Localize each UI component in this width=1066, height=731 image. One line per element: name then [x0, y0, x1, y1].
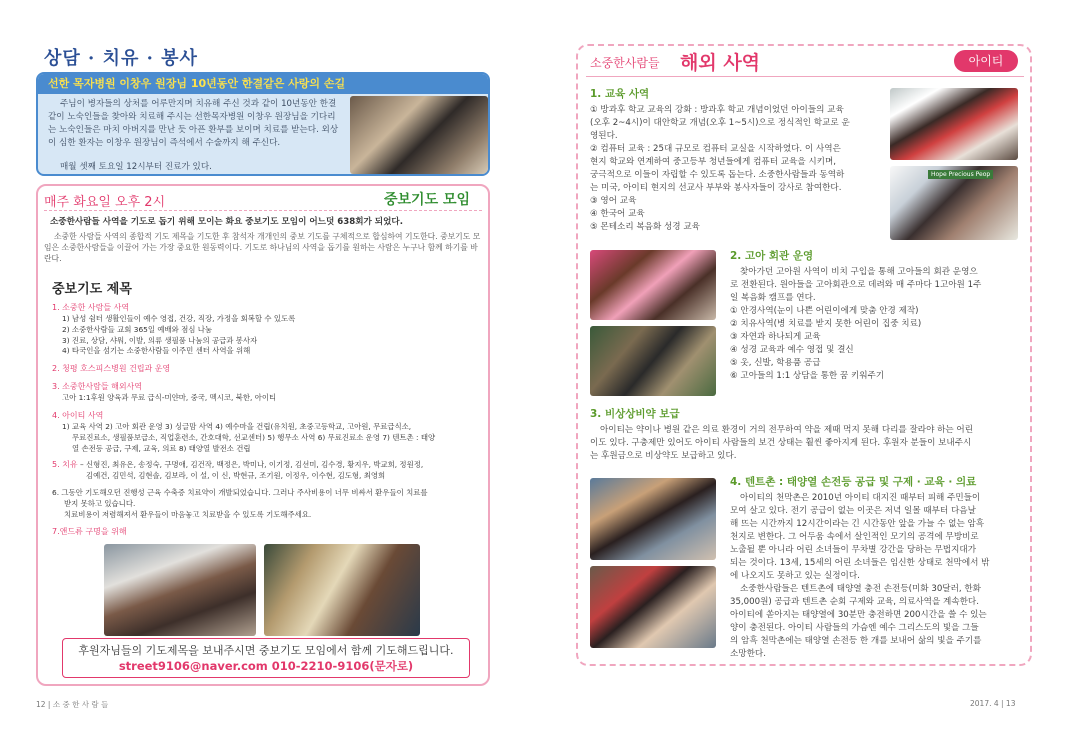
- s4-line: 35,000원) 공급과 텐트촌 순회 구제와 교육, 의료사역을 계속한다.: [730, 597, 979, 607]
- right-section-title: 해외 사역: [680, 52, 761, 74]
- s1-line: 현지 학교와 연계하여 중고등부 청년들에게 컴퓨터 교육을 시키며,: [590, 157, 836, 167]
- right-page-footer: 2017. 4 | 13: [970, 699, 1016, 708]
- s4-text: [730, 492, 1022, 661]
- prayer-item-line: 무료진료소, 생필품보급소, 직업훈련소, 간호대학, 선교센터) 5) 행무소 사역 6) 무료진료소 운영 7) 텐트촌 : 태양: [72, 432, 436, 442]
- haiti-tag: 아이티: [954, 50, 1018, 72]
- prayer-item-line: 1) 교육 사역 2) 고아 회관 운영 3) 싱글맘 사역 4) 예수마을 건립(유치원, 초중고등학교, 고아원, 무료급식소,: [62, 421, 412, 431]
- s4-line: 아이티에 쏟아지는 태양열에 30분만 충전하면 200시간을 쓸 수 있는: [730, 610, 987, 620]
- prayer-list: [52, 302, 482, 538]
- right-section-label: 소중한사람들: [590, 56, 660, 70]
- s4-line: 천지로 변한다. 그 어두움 속에서 살인적인 모기의 공격에 무방비로: [730, 532, 979, 542]
- s4-photo-1: [590, 478, 716, 560]
- s1-line: ① 방과후 학교 교육의 강화 : 방과후 학교 개념이었던 아이들의 교육: [590, 105, 844, 115]
- prayer-item-line: 3) 진료, 상담, 샤워, 이발, 의류 생필품 나눔의 공급과 봉사자: [62, 335, 258, 345]
- s2-line: ⑤ 옷, 신발, 학용품 공급: [730, 358, 821, 368]
- doctor-box-text: 주님이 병자들의 상처를 어루만지며 치유해 주신 것과 같이 10년동안 한결같이 노숙인들을 찾아와 치료해 주시는 선한목자병원 이창우 원장님을 기다리는 노숙인들은 마치 아버지를 만난 듯 아픈 환부를 보이며 치료를 받는다. 외상이 심한 환자는 이창우 원장님이 즉석에서 수술까지 해 주신다.: [48, 99, 339, 148]
- s2-line: ① 안경사역(눈이 나쁜 어린이에게 맞춤 안경 제작): [730, 306, 919, 316]
- s2-line: ⑥ 고아들의 1:1 상담을 통한 꿈 키워주기: [730, 371, 885, 381]
- s3-line: 는 후원금으로 비상약도 보급하고 있다.: [590, 451, 737, 461]
- s2-title: 2. 고아 회관 운영: [730, 250, 814, 262]
- s4-line: 의 암흑 천막촌에는 태양열 손전등 한 개를 보내어 삶의 빛을 주기를: [730, 636, 982, 646]
- s1-text: [590, 104, 880, 234]
- prayer-item5-head: 5. 치유: [52, 460, 78, 470]
- s1-line: ⑤ 몬테소리 복음화 성경 교육: [590, 222, 700, 232]
- s3-title: 3. 비상상비약 보급: [590, 408, 680, 420]
- s2-line: ④ 성경 교육과 예수 영접 및 결신: [730, 345, 854, 355]
- s2-line: 로 전환된다. 원아들을 고아회관으로 데려와 매 주마다 1고아원 1주: [730, 280, 982, 290]
- s2-line: ③ 자연과 하나되게 교육: [730, 332, 821, 342]
- prayer-item-head: 4. 아이티 사역: [52, 410, 104, 420]
- s2-photo-2: [590, 326, 716, 396]
- s1-line: ② 컴퓨터 교육 : 25대 규모로 컴퓨터 교실을 시작하였다. 이 사역은: [590, 144, 841, 154]
- s1-line: 영된다.: [590, 131, 618, 141]
- s4-line: 양이 충전된다. 아이티 사람들의 가슴엔 예수 그리스도의 빛을 그들: [730, 623, 979, 633]
- s4-line: 소중한사람들은 텐트촌에 태양열 충전 손전등(미화 30달러, 한화: [740, 584, 981, 594]
- s1-title: 1. 교육 사역: [590, 88, 650, 100]
- prayer-footer-line1: 후원자님들의 기도제목을 보내주시면 중보기도 모임에서 함께 기도해드립니다.: [78, 644, 454, 657]
- s4-line: 해 뜨는 시간까지 12시간이라는 긴 시간동안 앞을 가늘 수 없는 암흑: [730, 519, 985, 529]
- s2-line: 찾아가던 고아원 사역이 비치 구입을 통해 고아들의 회관 운영으: [740, 267, 978, 277]
- prayer-item-line: 2) 소중한사람들 교회 365일 예배와 점심 나눔: [62, 324, 213, 334]
- s1-line: 는 미국, 아이티 현지의 선교사 부부와 봉사자들이 강사로 참여한다.: [590, 183, 842, 193]
- s4-line: 되는 것이다. 13세, 15세의 어린 소녀들은 임신한 상태로 천막에서 밖: [730, 558, 990, 568]
- s1-line: ③ 영어 교육: [590, 196, 637, 206]
- s4-photo-2: [590, 566, 716, 648]
- prayer-item-line: 4) 타국인을 섬기는 소중한사람들 이주민 센터 사역을 위해: [62, 346, 251, 356]
- prayer-photo-2: [264, 544, 420, 636]
- left-header-title: 상담 · 치유 · 봉사: [44, 48, 198, 69]
- s1-line: (오후 2~4시)이 대안학교 개념(오후 1~5시)으로 정식적인 학교로 운: [590, 118, 850, 128]
- prayer-item-head: 1. 소중한 사람들 사역: [52, 303, 130, 312]
- s2-line: ② 치유사역(병 치료를 받지 못한 어린이 집중 치료): [730, 319, 922, 329]
- doctor-photo: [350, 96, 488, 174]
- s4-line: 에 나오지도 못하고 있는 실정이다.: [730, 571, 860, 581]
- prayer-item5-text2: 김예건, 김민석, 김현솔, 김보라, 이 설, 이 신, 박현규, 조기원, 이정우, 이수현, 김도형, 최영희: [86, 471, 386, 481]
- prayer-divider: [44, 210, 482, 211]
- prayer-item6-line: 6. 그동안 기도해오던 진행성 근육 수축증 치료약이 개발되었습니다. 그러나 주사비용이 너무 비싸서 환우들이 치료를: [52, 487, 428, 497]
- doctor-box: [36, 72, 490, 176]
- s1-line: ④ 한국어 교육: [590, 209, 645, 219]
- s2-text: [730, 266, 1020, 383]
- s1-photo-2: [890, 166, 1018, 240]
- prayer-item5-text: – 신형진, 최유온, 송정숙, 구명애, 김건작, 백정은, 박미나, 이기정, 김선미, 김수경, 황지우, 박교희, 정원정,: [77, 460, 424, 470]
- s3-text: [590, 424, 1022, 463]
- prayer-lead: 소중한사람들 사역을 기도로 돕기 위해 모이는 화요 중보기도 모임이 어느덧 638회가 되었다.: [50, 217, 403, 227]
- prayer-item7-head: 7.앤드류 구명을 위해: [52, 527, 127, 537]
- s3-line: 아이티는 약이나 병원 같은 의료 환경이 거의 전무하여 약을 제때 먹지 못해 다리를 잘라야 하는 어린: [600, 425, 974, 435]
- prayer-footer-line2: street9106@naver.com 010-2210-9106(문자로): [118, 659, 414, 673]
- prayer-item6-line: 받지 못하고 있습니다.: [64, 498, 136, 508]
- doctor-box-title: 선한 목자병원 이창우 원장님 10년동안 한결같은 사랑의 손길: [38, 74, 488, 94]
- s1-line: 궁극적으로 이들이 자립할 수 있도록 돕는다. 소중한사람들과 동역하: [590, 170, 845, 180]
- prayer-item-line: 1) 남성 쉼터 생활인들이 예수 영접, 건강, 직장, 가정을 회복할 수 있도록: [62, 314, 296, 323]
- prayer-item-head: 2. 청평 호스피스병원 건립과 운영: [52, 364, 171, 374]
- s2-line: 일 복음화 캠프를 연다.: [730, 293, 816, 303]
- doctor-box-note: 매월 셋째 토요일 12시부터 진료가 있다.: [60, 162, 212, 172]
- s1-photo-1: [890, 88, 1018, 160]
- s4-line: 노출될 뿐 아니라 어린 소녀들이 무차별 강간을 당하는 무법지대가: [730, 545, 976, 555]
- left-page-footer: 12 | 소 중 한 사 람 들: [36, 700, 109, 709]
- prayer-title: 중보기도 모임: [384, 192, 471, 208]
- s4-line: 모여 살고 있다. 전기 공급이 없는 이곳은 저녁 일몰 때부터 다음날: [730, 506, 976, 516]
- right-title-underline: [586, 76, 1024, 77]
- prayer-photo-1: [104, 544, 256, 636]
- prayer-item6-line: 치료비용이 저렴해져서 환우들이 마음놓고 치료받을 수 있도록 기도해주세요.: [64, 509, 312, 519]
- s4-title: 4. 텐트촌 : 태양열 손전등 공급 및 구제 · 교육 · 의료: [730, 476, 977, 488]
- prayer-desc: 소중한 사람들 사역의 종합적 기도 제목을 기도한 후 참석자 개개인의 중보 기도를 구체적으로 합심하여 기도한다. 중보기도 모임은 소중한사람들을 이끌어 가는 가장 중요한 원동력이다. 기도로 하나님의 사역을 돕기를 원하는 사람은 누구나 함께 하기를 바란다.: [44, 232, 481, 264]
- prayer-item-line: 열 손전등 공급, 구제, 교육, 의료 8) 태양열 발전소 건립: [72, 443, 251, 453]
- prayer-day-label: 매주 화요일 오후 2시: [44, 195, 166, 210]
- s3-line: 이도 있다. 구충제만 있어도 아이티 사람들의 보건 상태는 훨씬 좋아지게 된다. 후원자 분들이 보내주시: [590, 438, 972, 448]
- s4-line: 소망한다.: [730, 649, 766, 659]
- prayer-item-line: 고아 1:1후원 양육과 무료 급식-미얀마, 중국, 멕시코, 북한, 아이티: [62, 393, 277, 403]
- s2-photo-1: [590, 250, 716, 320]
- prayer-item-head: 3. 소중한사람들 해외사역: [52, 382, 142, 392]
- photo-banner-text: Hope Precious Peop: [928, 170, 993, 179]
- prayer-subject-title: 중보기도 제목: [52, 282, 132, 297]
- s4-line: 아이티의 천막촌은 2010년 아이티 대지진 때부터 피해 주민들이: [740, 493, 981, 503]
